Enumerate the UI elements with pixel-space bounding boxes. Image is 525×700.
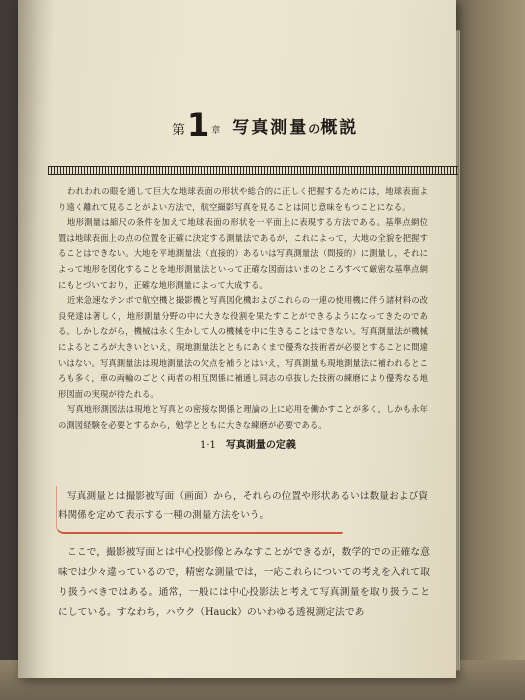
section-title: 写真測量の定義 (225, 440, 296, 451)
definition-block (58, 487, 428, 525)
paragraph: 近来急速なテンポで航空機と撮影機と写真図化機およびこれらの一連の使用機に伴う諸材料の改良発達は著しく，地形測量分野の中に大きな役割を果たすことができるようになってきたのである。しかしながら，機械は永く生かして人の機械を中に生きることはできない。写真測量法が機械によるところが大きいといえ，現地測量法とともにあくまで優秀な技術者が必要とすることに間違いはない。写真測量法は現地測量法の欠点を補うとはいえ，写真測量も現地測量法に補われるところも多く，車の両輪のごとく両者の相互関係に補通し同志の卓抜した技術の練磨により優秀なる地形図面の実現が待たれる。 (58, 295, 428, 399)
chapter-prefix: 第 (172, 123, 186, 138)
chapter-title-part2: 概説 (320, 118, 359, 138)
chapter-suffix: 章 (211, 126, 221, 136)
chapter-title-part1: 写真測量 (232, 118, 309, 138)
intro-text (58, 184, 428, 434)
paragraph-after-definition (58, 543, 430, 623)
page-gutter-shadow (18, 0, 54, 678)
paragraph: われわれの眼を通して巨大な地球表面の形状や総合的に正しく把握するためには，地球表面より遠く離れて見ることがよい方法で，航空撮影写真を見ることは同じ意味をもつことになる。 (58, 186, 428, 212)
chapter-rule (48, 166, 458, 175)
chapter-title (232, 113, 358, 138)
chapter-number: 1 (187, 106, 210, 144)
definition-text: 写真測量とは撮影被写面（画面）から，それらの位置や形状あるいは数量および資料関係を定めて表示する一種の測量方法をいう。 (58, 491, 428, 521)
background-right (455, 0, 525, 700)
paragraph: ここで，撮影被写面とは中心投影像とみなすことができるが，数学的での正確な意味では少々違っているので，精密な測量では，一応これらについての考えを入れて取り扱うべきではある。通常，一般には中心投影法と考えて写真測量を取り扱うことにしている。すなわち，ハウク（Hauck）のいわゆる透視測定法であ (58, 547, 430, 618)
paragraph: 写真地形測図法は現地と写真との密接な関係と理論の上に応用を働かすことが多く，しかも永年の測図経験を必要とするから，勉学とともに大きな練磨が必要である。 (58, 404, 428, 430)
chapter-heading (172, 97, 412, 144)
section-number: 1·1 (200, 440, 216, 451)
paragraph: 地形測量は縮尺の条件を加えて地球表面の形状を一平面上に表現する方法である。基準点網位置は地球表面上の点の位置を正確に決定する測量法であるが，これによって，大地の全貌を把握することはできない。大地を平地測量法（直接的）あるいは写真測量法（間接的）に測量し，それによって地形を図化することを地形測量法といって正確な図面はいまのところすべて厳密な基準点網にもとづいており，正確な地形測量によって大成する。 (58, 217, 428, 290)
section-heading (200, 436, 400, 451)
chapter-title-particle: の (308, 122, 321, 136)
